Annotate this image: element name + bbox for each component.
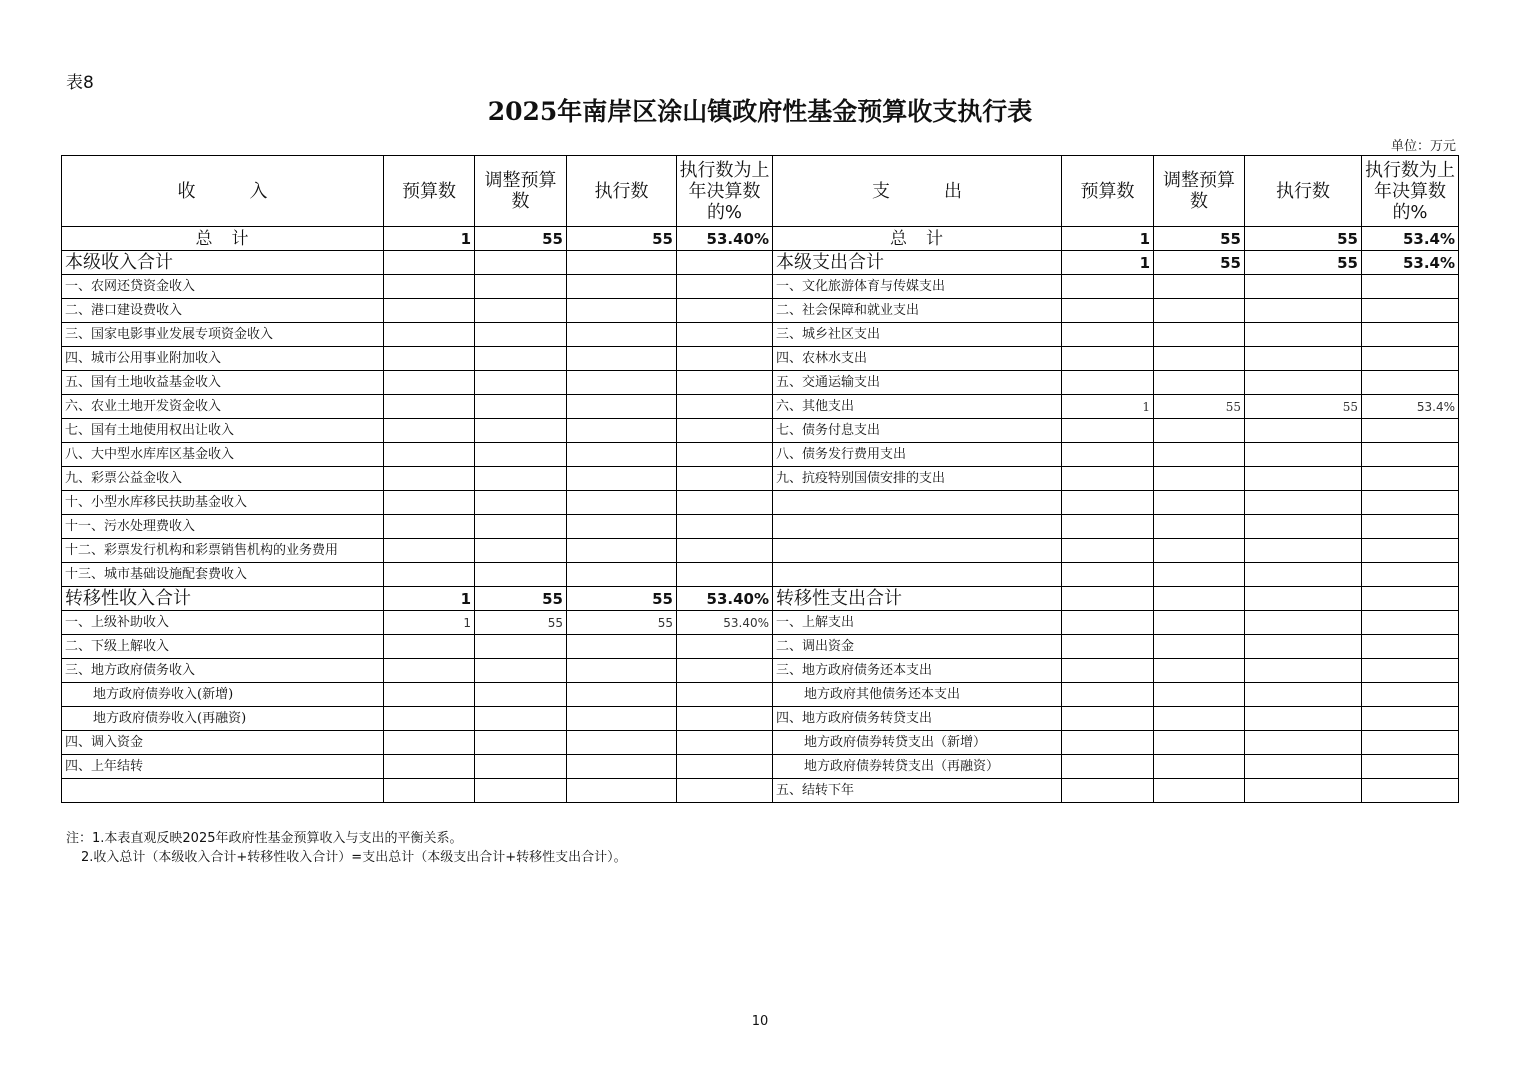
table-row <box>62 371 1459 395</box>
expense-budget-cell <box>1062 443 1154 467</box>
income-ratio-cell: 53.40% <box>677 587 773 611</box>
income-executed-cell <box>567 467 677 491</box>
expense-ratio-cell <box>1362 563 1459 587</box>
expense-budget-cell <box>1062 275 1154 299</box>
income-budget-cell <box>384 347 475 371</box>
expense-adjusted-cell <box>1154 755 1245 779</box>
income-adjusted-cell <box>475 659 567 683</box>
table-number: 表8 <box>66 73 94 93</box>
income-executed-cell <box>567 491 677 515</box>
expense-executed-cell <box>1245 635 1362 659</box>
income-adjusted-cell <box>475 755 567 779</box>
budget-table <box>61 155 1459 803</box>
income-budget-cell <box>384 491 475 515</box>
income-total-ratio: 53.40% <box>677 227 773 251</box>
expense-adjusted-cell <box>1154 563 1245 587</box>
income-executed-cell <box>567 659 677 683</box>
expense-budget-cell <box>1062 611 1154 635</box>
note-2: 2.收入总计（本级收入合计+转移性收入合计）=支出总计（本级支出合计+转移性支出合计）。 <box>81 850 627 865</box>
expense-ratio-cell <box>1362 635 1459 659</box>
expense-ratio-cell <box>1362 731 1459 755</box>
expense-item: 一、上解支出 <box>773 611 1062 635</box>
income-item: 四、调入资金 <box>62 731 384 755</box>
expense-budget-cell <box>1062 587 1154 611</box>
expense-ratio-cell <box>1362 419 1459 443</box>
expense-ratio-cell <box>1362 347 1459 371</box>
income-ratio-cell <box>677 443 773 467</box>
table-row <box>62 659 1459 683</box>
expense-adjusted-cell <box>1154 779 1245 803</box>
income-adjusted-cell <box>475 275 567 299</box>
expense-adjusted-cell: 55 <box>1154 395 1245 419</box>
income-ratio-cell <box>677 563 773 587</box>
expense-item <box>773 491 1062 515</box>
expense-ratio-cell <box>1362 443 1459 467</box>
expense-ratio-cell <box>1362 659 1459 683</box>
expense-item: 五、交通运输支出 <box>773 371 1062 395</box>
income-budget-cell <box>384 299 475 323</box>
expense-executed-cell: 55 <box>1245 251 1362 275</box>
income-executed-cell: 55 <box>567 611 677 635</box>
expense-adjusted-cell <box>1154 371 1245 395</box>
table-row <box>62 323 1459 347</box>
income-budget-cell <box>384 539 475 563</box>
expense-budget-cell <box>1062 707 1154 731</box>
income-executed-cell <box>567 275 677 299</box>
table-row <box>62 563 1459 587</box>
unit-label: 单位：万元 <box>1390 139 1456 154</box>
page-number: 10 <box>751 1014 769 1029</box>
income-executed-cell <box>567 371 677 395</box>
expense-budget-cell <box>1062 323 1154 347</box>
expense-budget-cell <box>1062 779 1154 803</box>
expense-item: 四、地方政府债务转贷支出 <box>773 707 1062 731</box>
expense-item <box>773 515 1062 539</box>
expense-total-executed: 55 <box>1245 227 1362 251</box>
income-adjusted-cell <box>475 299 567 323</box>
expense-item: 地方政府债券转贷支出（新增） <box>773 731 1062 755</box>
expense-ratio-cell <box>1362 371 1459 395</box>
note-1: 注：1.本表直观反映2025年政府性基金预算收入与支出的平衡关系。 <box>66 831 463 846</box>
expense-ratio-cell <box>1362 683 1459 707</box>
table-row <box>62 515 1459 539</box>
table-row <box>62 635 1459 659</box>
income-executed-cell <box>567 635 677 659</box>
table-row <box>62 491 1459 515</box>
expense-ratio-cell <box>1362 515 1459 539</box>
expense-item <box>773 539 1062 563</box>
expense-budget-cell <box>1062 515 1154 539</box>
income-ratio-cell <box>677 251 773 275</box>
income-ratio-cell <box>677 491 773 515</box>
income-adjusted-cell <box>475 347 567 371</box>
expense-adjusted-cell <box>1154 323 1245 347</box>
income-budget-cell <box>384 779 475 803</box>
income-executed-cell <box>567 563 677 587</box>
table-row <box>62 275 1459 299</box>
expense-executed-cell <box>1245 443 1362 467</box>
income-ratio-cell <box>677 299 773 323</box>
income-adjusted-cell <box>475 515 567 539</box>
header-expense: 支 出 <box>773 156 1062 227</box>
expense-total-adjusted: 55 <box>1154 227 1245 251</box>
expense-ratio-cell <box>1362 539 1459 563</box>
income-executed-cell <box>567 419 677 443</box>
expense-item: 五、结转下年 <box>773 779 1062 803</box>
income-budget-cell <box>384 251 475 275</box>
expense-executed-cell <box>1245 539 1362 563</box>
expense-executed-cell <box>1245 779 1362 803</box>
expense-item: 二、社会保障和就业支出 <box>773 299 1062 323</box>
income-ratio-cell <box>677 347 773 371</box>
income-item: 一、农网还贷资金收入 <box>62 275 384 299</box>
expense-budget-cell: 1 <box>1062 395 1154 419</box>
table-row <box>62 755 1459 779</box>
income-ratio-cell <box>677 323 773 347</box>
expense-adjusted-cell <box>1154 275 1245 299</box>
expense-budget-cell <box>1062 539 1154 563</box>
expense-item <box>773 563 1062 587</box>
expense-budget-cell: 1 <box>1062 251 1154 275</box>
table-row <box>62 443 1459 467</box>
income-budget-cell <box>384 395 475 419</box>
income-budget-cell <box>384 683 475 707</box>
table-row <box>62 683 1459 707</box>
income-budget-cell <box>384 515 475 539</box>
expense-ratio-cell <box>1362 707 1459 731</box>
income-item: 四、上年结转 <box>62 755 384 779</box>
expense-adjusted-cell <box>1154 347 1245 371</box>
table-row <box>62 779 1459 803</box>
expense-adjusted-cell <box>1154 491 1245 515</box>
income-item: 十三、城市基础设施配套费收入 <box>62 563 384 587</box>
expense-item: 八、债务发行费用支出 <box>773 443 1062 467</box>
expense-executed-cell <box>1245 491 1362 515</box>
income-adjusted-cell <box>475 251 567 275</box>
income-ratio-cell <box>677 467 773 491</box>
expense-budget-cell <box>1062 491 1154 515</box>
expense-budget-cell <box>1062 683 1154 707</box>
expense-ratio-cell <box>1362 275 1459 299</box>
table-row <box>62 707 1459 731</box>
income-budget-cell <box>384 731 475 755</box>
expense-budget-cell <box>1062 659 1154 683</box>
expense-adjusted-cell <box>1154 419 1245 443</box>
table-row <box>62 611 1459 635</box>
expense-budget-cell <box>1062 635 1154 659</box>
expense-item: 九、抗疫特别国债安排的支出 <box>773 467 1062 491</box>
income-ratio-cell <box>677 683 773 707</box>
expense-executed-cell <box>1245 467 1362 491</box>
income-budget-cell <box>384 707 475 731</box>
expense-item: 地方政府其他债务还本支出 <box>773 683 1062 707</box>
expense-ratio-cell <box>1362 755 1459 779</box>
expense-item: 本级支出合计 <box>773 251 1062 275</box>
income-item: 九、彩票公益金收入 <box>62 467 384 491</box>
header-budget: 预算数 <box>1062 156 1154 227</box>
income-executed-cell <box>567 443 677 467</box>
expense-budget-cell <box>1062 467 1154 491</box>
income-executed-cell <box>567 683 677 707</box>
income-executed-cell <box>567 251 677 275</box>
header-adjusted: 调整预算数 <box>475 156 567 227</box>
income-adjusted-cell <box>475 323 567 347</box>
expense-executed-cell <box>1245 731 1362 755</box>
expense-budget-cell <box>1062 347 1154 371</box>
expense-executed-cell <box>1245 707 1362 731</box>
expense-adjusted-cell <box>1154 635 1245 659</box>
income-ratio-cell <box>677 419 773 443</box>
income-adjusted-cell <box>475 467 567 491</box>
expense-adjusted-cell <box>1154 587 1245 611</box>
income-budget-cell <box>384 323 475 347</box>
expense-adjusted-cell <box>1154 707 1245 731</box>
expense-adjusted-cell <box>1154 299 1245 323</box>
income-executed-cell <box>567 347 677 371</box>
income-adjusted-cell: 55 <box>475 587 567 611</box>
expense-adjusted-cell <box>1154 611 1245 635</box>
expense-ratio-cell <box>1362 491 1459 515</box>
income-adjusted-cell <box>475 563 567 587</box>
table-row <box>62 587 1459 611</box>
table-row <box>62 299 1459 323</box>
expense-item: 四、农林水支出 <box>773 347 1062 371</box>
expense-budget-cell <box>1062 299 1154 323</box>
expense-total-budget: 1 <box>1062 227 1154 251</box>
income-executed-cell <box>567 707 677 731</box>
income-adjusted-cell <box>475 371 567 395</box>
income-item: 八、大中型水库库区基金收入 <box>62 443 384 467</box>
income-ratio-cell <box>677 275 773 299</box>
income-adjusted-cell <box>475 731 567 755</box>
expense-ratio-cell <box>1362 467 1459 491</box>
header-budget: 预算数 <box>384 156 475 227</box>
income-executed-cell <box>567 779 677 803</box>
expense-executed-cell <box>1245 611 1362 635</box>
expense-item: 地方政府债券转贷支出（再融资） <box>773 755 1062 779</box>
expense-item: 转移性支出合计 <box>773 587 1062 611</box>
expense-total-ratio: 53.4% <box>1362 227 1459 251</box>
income-ratio-cell <box>677 779 773 803</box>
income-executed-cell <box>567 539 677 563</box>
income-adjusted-cell <box>475 419 567 443</box>
expense-item: 三、地方政府债务还本支出 <box>773 659 1062 683</box>
expense-budget-cell <box>1062 755 1154 779</box>
table-row <box>62 731 1459 755</box>
income-ratio-cell <box>677 395 773 419</box>
expense-executed-cell <box>1245 563 1362 587</box>
income-adjusted-cell <box>475 635 567 659</box>
income-adjusted-cell <box>475 683 567 707</box>
table-row <box>62 539 1459 563</box>
expense-item: 三、城乡社区支出 <box>773 323 1062 347</box>
income-budget-cell <box>384 275 475 299</box>
header-adjusted: 调整预算数 <box>1154 156 1245 227</box>
income-item: 三、地方政府债务收入 <box>62 659 384 683</box>
table-row <box>62 251 1459 275</box>
expense-executed-cell <box>1245 587 1362 611</box>
income-item: 三、国家电影事业发展专项资金收入 <box>62 323 384 347</box>
notes <box>66 829 627 867</box>
expense-budget-cell <box>1062 419 1154 443</box>
expense-adjusted-cell: 55 <box>1154 251 1245 275</box>
income-budget-cell: 1 <box>384 587 475 611</box>
income-budget-cell <box>384 659 475 683</box>
income-executed-cell <box>567 755 677 779</box>
expense-item: 二、调出资金 <box>773 635 1062 659</box>
income-budget-cell <box>384 635 475 659</box>
income-ratio-cell <box>677 707 773 731</box>
expense-executed-cell <box>1245 515 1362 539</box>
income-ratio-cell <box>677 731 773 755</box>
income-budget-cell <box>384 467 475 491</box>
income-item: 六、农业土地开发资金收入 <box>62 395 384 419</box>
income-item: 地方政府债券收入(再融资) <box>62 707 384 731</box>
expense-ratio-cell <box>1362 323 1459 347</box>
expense-executed-cell <box>1245 323 1362 347</box>
expense-adjusted-cell <box>1154 515 1245 539</box>
expense-budget-cell <box>1062 731 1154 755</box>
income-executed-cell: 55 <box>567 587 677 611</box>
expense-ratio-cell <box>1362 779 1459 803</box>
table-row <box>62 395 1459 419</box>
income-budget-cell: 1 <box>384 611 475 635</box>
expense-item: 六、其他支出 <box>773 395 1062 419</box>
income-ratio-cell <box>677 755 773 779</box>
header-executed: 执行数 <box>567 156 677 227</box>
income-executed-cell <box>567 515 677 539</box>
income-ratio-cell <box>677 539 773 563</box>
expense-adjusted-cell <box>1154 731 1245 755</box>
table-row <box>62 347 1459 371</box>
expense-executed-cell <box>1245 659 1362 683</box>
income-ratio-cell <box>677 515 773 539</box>
table-row <box>62 467 1459 491</box>
income-executed-cell <box>567 395 677 419</box>
expense-total-label: 总 计 <box>773 227 1062 251</box>
income-ratio-cell <box>677 659 773 683</box>
income-adjusted-cell <box>475 491 567 515</box>
expense-executed-cell <box>1245 371 1362 395</box>
expense-budget-cell <box>1062 563 1154 587</box>
header-ratio: 执行数为上年决算数的% <box>1362 156 1459 227</box>
income-adjusted-cell <box>475 443 567 467</box>
income-total-budget: 1 <box>384 227 475 251</box>
income-item: 五、国有土地收益基金收入 <box>62 371 384 395</box>
expense-ratio-cell <box>1362 611 1459 635</box>
income-executed-cell <box>567 299 677 323</box>
income-item: 地方政府债券收入(新增) <box>62 683 384 707</box>
income-adjusted-cell <box>475 779 567 803</box>
income-executed-cell <box>567 323 677 347</box>
income-total-executed: 55 <box>567 227 677 251</box>
income-item: 十一、污水处理费收入 <box>62 515 384 539</box>
income-item: 二、港口建设费收入 <box>62 299 384 323</box>
income-total-adjusted: 55 <box>475 227 567 251</box>
expense-adjusted-cell <box>1154 539 1245 563</box>
expense-item: 一、文化旅游体育与传媒支出 <box>773 275 1062 299</box>
income-adjusted-cell <box>475 395 567 419</box>
expense-executed-cell <box>1245 275 1362 299</box>
income-item: 二、下级上解收入 <box>62 635 384 659</box>
income-item: 十、小型水库移民扶助基金收入 <box>62 491 384 515</box>
income-item: 十二、彩票发行机构和彩票销售机构的业务费用 <box>62 539 384 563</box>
income-budget-cell <box>384 563 475 587</box>
header-row <box>62 156 1459 227</box>
expense-executed-cell <box>1245 419 1362 443</box>
page-title: 2025年南岸区涂山镇政府性基金预算收支执行表 <box>487 97 1033 126</box>
expense-executed-cell: 55 <box>1245 395 1362 419</box>
income-item: 一、上级补助收入 <box>62 611 384 635</box>
income-adjusted-cell <box>475 707 567 731</box>
income-adjusted-cell <box>475 539 567 563</box>
header-ratio: 执行数为上年决算数的% <box>677 156 773 227</box>
income-budget-cell <box>384 419 475 443</box>
total-row <box>62 227 1459 251</box>
expense-executed-cell <box>1245 347 1362 371</box>
income-item: 转移性收入合计 <box>62 587 384 611</box>
expense-executed-cell <box>1245 299 1362 323</box>
income-budget-cell <box>384 443 475 467</box>
income-ratio-cell <box>677 371 773 395</box>
expense-executed-cell <box>1245 683 1362 707</box>
income-total-label: 总 计 <box>62 227 384 251</box>
expense-ratio-cell <box>1362 299 1459 323</box>
expense-ratio-cell: 53.4% <box>1362 395 1459 419</box>
income-item: 四、城市公用事业附加收入 <box>62 347 384 371</box>
expense-adjusted-cell <box>1154 443 1245 467</box>
table-row <box>62 419 1459 443</box>
expense-ratio-cell: 53.4% <box>1362 251 1459 275</box>
expense-budget-cell <box>1062 371 1154 395</box>
income-item: 七、国有土地使用权出让收入 <box>62 419 384 443</box>
income-ratio-cell: 53.40% <box>677 611 773 635</box>
expense-adjusted-cell <box>1154 683 1245 707</box>
income-budget-cell <box>384 371 475 395</box>
income-ratio-cell <box>677 635 773 659</box>
expense-ratio-cell <box>1362 587 1459 611</box>
income-item <box>62 779 384 803</box>
expense-executed-cell <box>1245 755 1362 779</box>
income-adjusted-cell: 55 <box>475 611 567 635</box>
income-item: 本级收入合计 <box>62 251 384 275</box>
header-executed: 执行数 <box>1245 156 1362 227</box>
header-income: 收 入 <box>62 156 384 227</box>
expense-adjusted-cell <box>1154 659 1245 683</box>
expense-adjusted-cell <box>1154 467 1245 491</box>
expense-item: 七、债务付息支出 <box>773 419 1062 443</box>
income-budget-cell <box>384 755 475 779</box>
income-executed-cell <box>567 731 677 755</box>
